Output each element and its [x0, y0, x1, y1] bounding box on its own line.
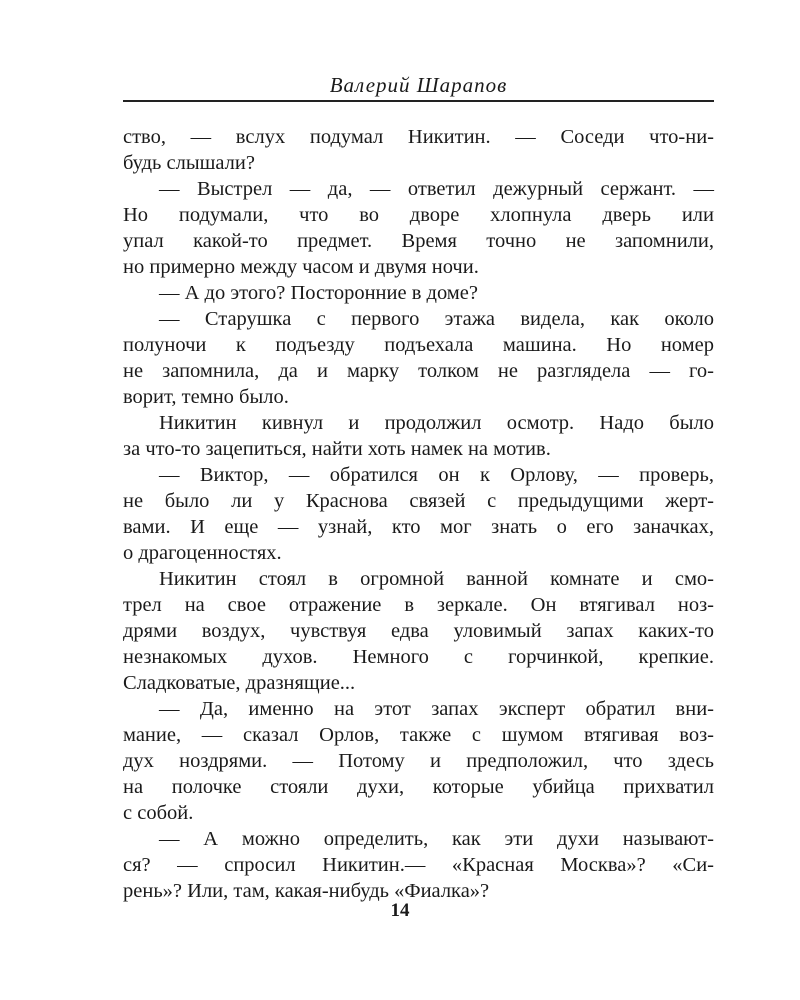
running-head: Валерий Шарапов [329, 73, 508, 97]
text-line: Никитин стоял в огромной ванной комнате и смо- [159, 568, 714, 590]
text-line: Сладковатые, дразнящие... [123, 672, 356, 694]
text-line: ство, — вслух подумал Никитин. — Соседи что-ни- [123, 126, 714, 148]
text-line: за что-то зацепиться, найти хоть намек на мотив. [123, 438, 551, 460]
text-line: вами. И еще — узнай, кто мог знать о его заначках, [123, 516, 714, 538]
text-line: — А можно определить, как эти духи называют- [159, 828, 714, 850]
text-line: мание, — сказал Орлов, также с шумом втягивая воз- [123, 724, 714, 746]
text-line: ся? — спросил Никитин.— «Красная Москва»? «Си- [123, 854, 714, 876]
text-line: но примерно между часом и двумя ночи. [123, 256, 479, 278]
page-number: 14 [390, 900, 410, 921]
body-text [123, 124, 714, 904]
text-line: не запомнила, да и марку толком не разглядела — го- [123, 360, 714, 382]
text-line: рень»? Или, там, какая-нибудь «Фиалка»? [123, 880, 490, 902]
text-line: дух ноздрями. — Потому и предположил, что здесь [123, 750, 714, 772]
text-line: Никитин кивнул и продолжил осмотр. Надо было [159, 412, 714, 434]
text-line: незнакомых духов. Немного с горчинкой, крепкие. [123, 646, 714, 668]
text-line: дрями воздух, чувствуя едва уловимый запах каких-то [123, 620, 714, 642]
text-line: на полочке стояли духи, которые убийца прихватил [123, 776, 714, 798]
text-line: — Да, именно на этот запах эксперт обратил вни- [159, 698, 714, 720]
text-line: ворит, темно было. [123, 386, 289, 408]
text-line: с собой. [123, 802, 194, 824]
text-line: о драгоценностях. [123, 542, 282, 564]
text-line: Но подумали, что во дворе хлопнула дверь или [123, 204, 714, 226]
text-line: — Старушка с первого этажа видела, как около [159, 308, 714, 330]
text-line: трел на свое отражение в зеркале. Он втягивал ноз- [123, 594, 714, 616]
text-line: не было ли у Краснова связей с предыдущими жерт- [123, 490, 714, 512]
text-line: — А до этого? Посторонние в доме? [159, 282, 478, 304]
text-line: — Выстрел — да, — ответил дежурный сержант. — [159, 178, 714, 200]
text-line: упал какой-то предмет. Время точно не запомнили, [123, 230, 714, 252]
text-line: — Виктор, — обратился он к Орлову, — проверь, [159, 464, 714, 486]
text-line: полуночи к подъезду подъехала машина. Но номер [123, 334, 714, 356]
header-rule [123, 100, 714, 102]
text-line: будь слышали? [123, 152, 255, 174]
